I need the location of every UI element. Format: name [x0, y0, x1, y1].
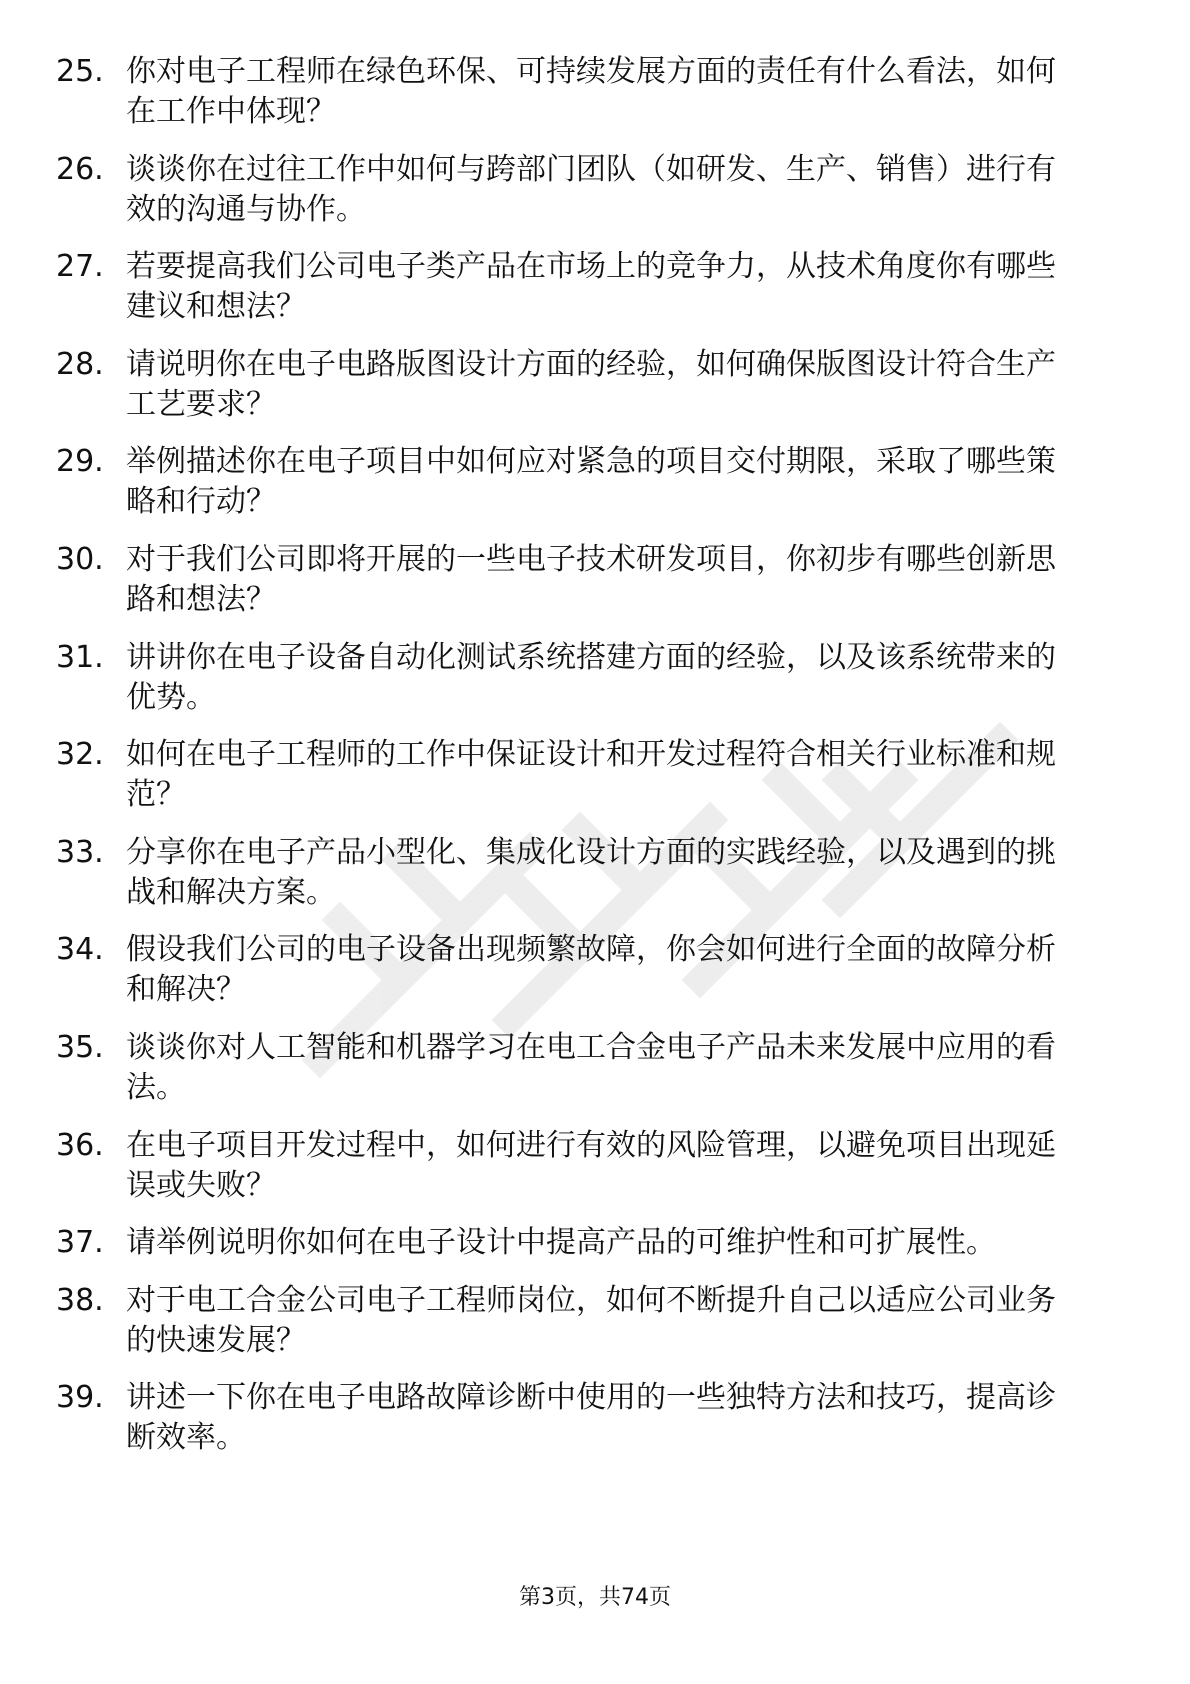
question-text: 分享你在电子产品小型化、集成化设计方面的实践经验，以及遇到的挑战和解决方案。 — [126, 834, 1056, 910]
page-footer — [0, 1583, 1190, 1613]
question-text: 假设我们公司的电子设备出现频繁故障，你会如何进行全面的故障分析和解决？ — [126, 932, 1056, 1008]
question-text: 你对电子工程师在绿色环保、可持续发展方面的责任有什么看法，如何在工作中体现？ — [126, 54, 1056, 129]
question-item — [56, 1378, 1136, 1458]
question-item — [56, 52, 1136, 132]
question-number: 35. — [56, 1029, 104, 1065]
question-item — [56, 345, 1136, 425]
question-text: 对于电工合金公司电子工程师岗位，如何不断提升自己以适应公司业务的快速发展？ — [126, 1282, 1056, 1358]
question-number: 39. — [56, 1380, 104, 1416]
question-text: 在电子项目开发过程中，如何进行有效的风险管理，以避免项目出现延误或失败？ — [126, 1127, 1056, 1203]
question-text: 讲讲你在电子设备自动化测试系统搭建方面的经验，以及该系统带来的优势。 — [126, 639, 1056, 715]
page-number-label: 第3页，共74页 — [519, 1585, 671, 1610]
question-item — [56, 1028, 1136, 1108]
question-text: 谈谈你对人工智能和机器学习在电工合金电子产品未来发展中应用的看法。 — [126, 1029, 1056, 1105]
question-number: 33. — [56, 834, 104, 870]
question-text: 如何在电子工程师的工作中保证设计和开发过程符合相关行业标准和规范？ — [126, 737, 1056, 813]
question-text: 讲述一下你在电子电路故障诊断中使用的一些独特方法和技巧，提高诊断效率。 — [126, 1380, 1056, 1456]
question-item — [56, 442, 1136, 522]
question-item — [56, 1281, 1136, 1361]
question-item — [56, 150, 1136, 230]
question-number: 36. — [56, 1127, 104, 1163]
question-number: 32. — [56, 737, 104, 773]
question-number: 34. — [56, 932, 104, 968]
question-text: 对于我们公司即将开展的一些电子技术研发项目，你初步有哪些创新思路和想法？ — [126, 541, 1056, 617]
question-number: 27. — [56, 249, 104, 285]
question-number: 38. — [56, 1282, 104, 1318]
question-item — [56, 638, 1136, 718]
question-item — [56, 1126, 1136, 1206]
question-number: 25. — [56, 54, 104, 89]
question-list — [56, 52, 1136, 1476]
question-number: 26. — [56, 151, 104, 187]
question-item — [56, 540, 1136, 620]
question-item — [56, 1223, 1136, 1263]
question-item — [56, 930, 1136, 1010]
question-number: 30. — [56, 541, 104, 577]
question-text: 请说明你在电子电路版图设计方面的经验，如何确保版图设计符合生产工艺要求？ — [126, 346, 1056, 422]
question-text: 请举例说明你如何在电子设计中提高产品的可维护性和可扩展性。 — [126, 1225, 996, 1261]
question-number: 29. — [56, 444, 104, 480]
question-text: 举例描述你在电子项目中如何应对紧急的项目交付期限，采取了哪些策略和行动？ — [126, 444, 1056, 520]
question-number: 31. — [56, 639, 104, 675]
question-text: 若要提高我们公司电子类产品在市场上的竞争力，从技术角度你有哪些建议和想法？ — [126, 249, 1056, 325]
question-number: 37. — [56, 1225, 104, 1261]
question-item — [56, 735, 1136, 815]
question-text: 谈谈你在过往工作中如何与跨部门团队（如研发、生产、销售）进行有效的沟通与协作。 — [126, 151, 1056, 227]
question-item — [56, 247, 1136, 327]
question-item — [56, 833, 1136, 913]
question-number: 28. — [56, 346, 104, 382]
